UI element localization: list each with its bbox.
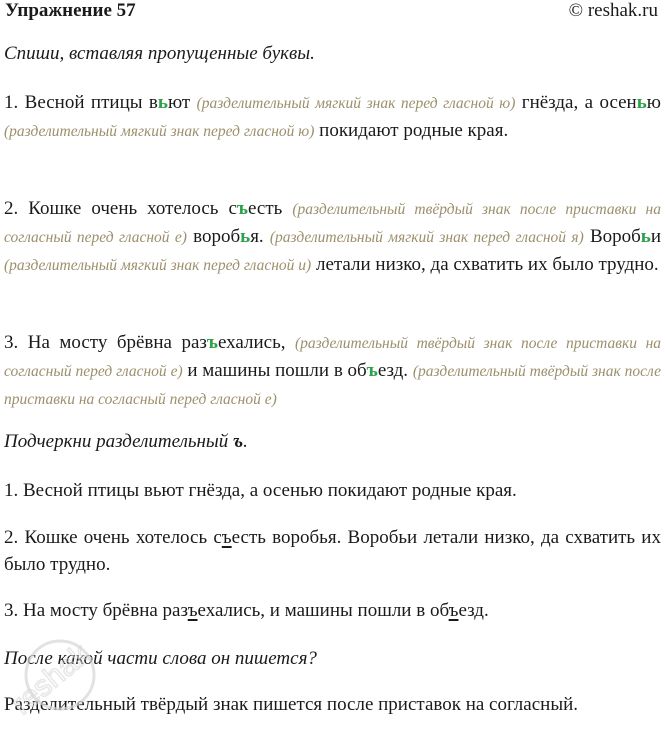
inserted-letter: ь	[240, 226, 251, 247]
text: Подчеркни разделительный	[4, 431, 234, 452]
exercise-title: Упражнение 57	[5, 0, 136, 21]
header	[5, 0, 660, 22]
text: покидают родные края.	[314, 120, 509, 141]
text: гнёзда, а осен	[515, 92, 637, 113]
answer: Разделительный твёрдый знак пишется после приставок на согласный.	[4, 694, 579, 715]
explanation: (разделительный мягкий знак перед гласной ю)	[4, 123, 315, 140]
text: есть	[248, 198, 293, 219]
text: ют	[167, 92, 197, 113]
text: езд.	[458, 600, 489, 621]
inserted-letter: ь	[640, 226, 651, 247]
sentence-3	[4, 329, 661, 413]
text: 2. Кошке очень хотелось с	[4, 198, 237, 219]
hard-sign: ъ	[233, 431, 244, 452]
text: я.	[250, 226, 270, 247]
text: ехались, и машины пошли в об	[197, 600, 449, 621]
inserted-letter: ъ	[206, 332, 218, 353]
explanation: (разделительный мягкий знак перед гласной ю)	[196, 95, 516, 112]
text: 3. На мосту брёвна раз	[4, 332, 207, 353]
underlined-hard-sign: ъ	[187, 600, 198, 621]
text: .	[243, 431, 248, 452]
explanation: (разделительный твёрдый знак после приставки на согласный перед гласной е)	[4, 201, 661, 246]
text: вороб	[186, 226, 241, 247]
text: и машины пошли в об	[182, 360, 367, 381]
sentence-2	[4, 195, 661, 279]
explanation: (разделительный мягкий знак перед гласной я)	[269, 229, 584, 246]
text: Вороб	[583, 226, 641, 247]
task-instruction-3: После какой части слова он пишется?	[4, 648, 317, 669]
inserted-letter: ъ	[236, 198, 248, 219]
text: езд.	[377, 360, 413, 381]
inserted-letter: ь	[157, 92, 168, 113]
text: ехались,	[218, 332, 296, 353]
underline-sentence-1: 1. Весной птицы вьют гнёзда, а осенью покидают родные края.	[4, 480, 517, 501]
text: 2. Кошке очень хотелось с	[4, 527, 222, 548]
text: есть воробья. Воробьи летали низко, да схватить их было трудно.	[4, 527, 661, 575]
text: летали низко, да схватить их было трудно.	[311, 254, 659, 275]
explanation: (разделительный твёрдый знак после приставки на согласный перед гласной е)	[4, 363, 662, 408]
underlined-hard-sign: ъ	[221, 527, 232, 548]
text: и	[650, 226, 662, 247]
underline-sentence-3	[4, 597, 661, 624]
text: 1. Весной птицы в	[4, 92, 158, 113]
sentence-1	[4, 89, 661, 145]
underlined-hard-sign: ъ	[448, 600, 459, 621]
text: 3. На мосту брёвна раз	[4, 600, 188, 621]
site-credit: © reshak.ru	[568, 0, 658, 21]
svg-text:reshak: reshak	[5, 637, 96, 722]
text: ю	[646, 92, 661, 113]
explanation: (разделительный мягкий знак перед гласной и)	[4, 257, 312, 274]
task-instruction-2	[4, 428, 661, 455]
explanation: (разделительный твёрдый знак после приставки на согласный перед гласной е)	[4, 335, 662, 380]
underline-sentence-2	[4, 524, 661, 578]
inserted-letter: ь	[636, 92, 647, 113]
inserted-letter: ъ	[366, 360, 378, 381]
task-instruction-1: Спиши, вставляя пропущенные буквы.	[4, 43, 315, 64]
